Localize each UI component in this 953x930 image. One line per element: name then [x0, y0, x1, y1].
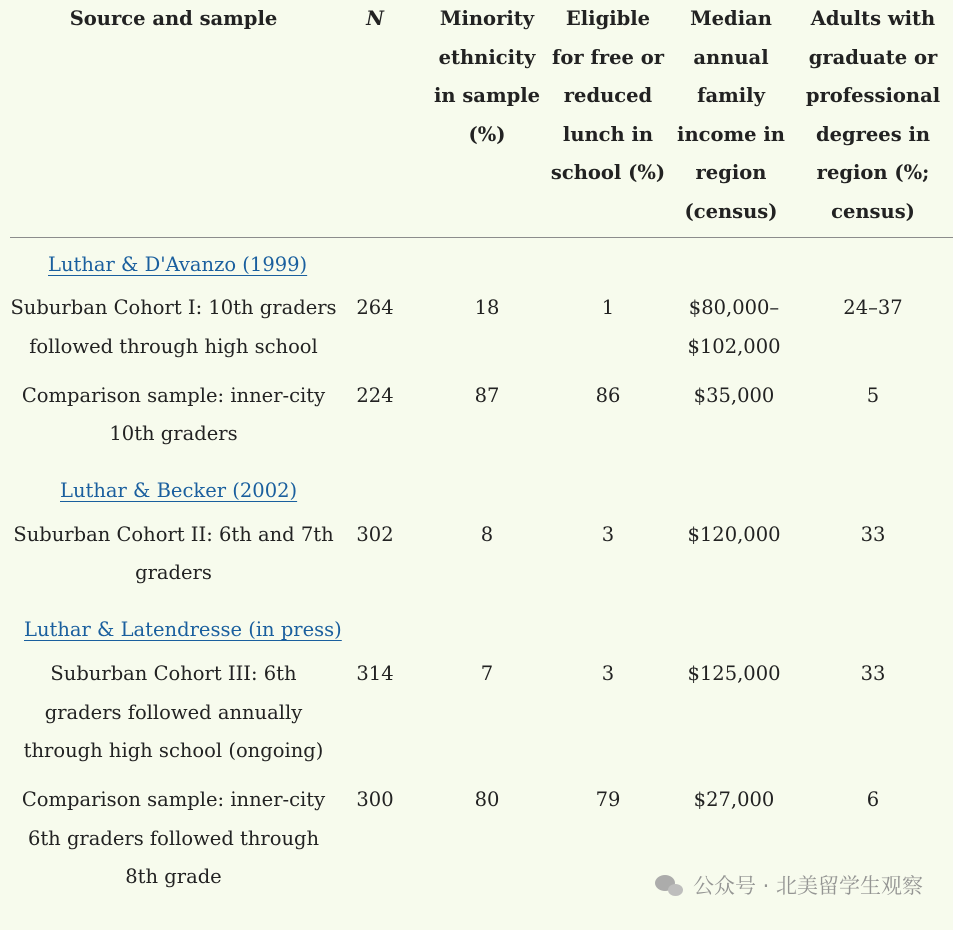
source-row: [10, 603, 953, 655]
income-cell: $125,000: [687, 661, 781, 685]
sample-cell: Suburban Cohort III: 6th graders followed annually through high school (ongoing): [23, 661, 324, 763]
wechat-icon: [655, 873, 685, 897]
watermark: [655, 870, 923, 900]
header-row: [10, 0, 953, 237]
header-income: Median annual family income in region (census): [669, 0, 793, 237]
minority-cell: 80: [474, 788, 500, 811]
table-row: [10, 377, 953, 464]
n-cell: 300: [356, 788, 394, 811]
sample-cell: Comparison sample: inner-city 6th graders followed through 8th grade: [21, 788, 326, 889]
sample-cell: Suburban Cohort II: 6th and 7th graders: [13, 522, 334, 585]
minority-cell: 18: [474, 296, 500, 320]
lunch-cell: 3: [601, 661, 615, 685]
n-cell: 264: [356, 296, 394, 320]
header-minority: Minority ethnicity in sample (%): [427, 0, 547, 237]
n-cell: 302: [356, 522, 394, 546]
header-lunch: Eligible for free or reduced lunch in school (%): [547, 0, 669, 237]
minority-cell: 87: [474, 383, 500, 407]
lunch-cell: 79: [595, 788, 621, 811]
source-link-luthar-becker-2002[interactable]: Luthar & Becker (2002): [60, 479, 298, 503]
degrees-cell: 33: [860, 522, 886, 546]
watermark-text: 公众号 · 北美留学生观察: [692, 874, 923, 898]
degrees-cell: 24–37: [843, 296, 903, 320]
income-cell: $120,000: [687, 522, 781, 546]
table-row: [10, 289, 953, 376]
source-row: [10, 464, 953, 516]
table-row: [10, 655, 953, 781]
lunch-cell: 86: [595, 383, 621, 407]
source-link-luthar-latendresse-in-press[interactable]: Luthar & Latendresse (in press): [24, 618, 342, 642]
lunch-cell: 1: [601, 296, 615, 320]
n-cell: 224: [356, 383, 394, 407]
minority-cell: 8: [480, 522, 494, 546]
income-cell: $35,000: [693, 383, 775, 407]
n-cell: 314: [356, 661, 394, 685]
sample-cell: Comparison sample: inner-city 10th graders: [21, 383, 326, 446]
source-link-luthar-davanzo-1999[interactable]: Luthar & D'Avanzo (1999): [48, 252, 308, 276]
income-cell: $80,000–$102,000: [687, 296, 781, 358]
degrees-cell: 6: [866, 788, 880, 811]
table-row: [10, 516, 953, 603]
degrees-cell: 33: [860, 661, 886, 685]
header-source: Source and sample: [10, 0, 337, 237]
sample-characteristics-table: [10, 0, 953, 907]
sample-cell: Suburban Cohort I: 10th graders followed through high school: [10, 296, 337, 358]
minority-cell: 7: [480, 661, 494, 685]
header-n: N: [337, 0, 427, 237]
lunch-cell: 3: [601, 522, 615, 546]
source-row: [10, 237, 953, 289]
income-cell: $27,000: [693, 788, 775, 811]
header-degrees: Adults with graduate or professional degrees in region (%; census): [793, 0, 953, 237]
degrees-cell: 5: [866, 383, 880, 407]
